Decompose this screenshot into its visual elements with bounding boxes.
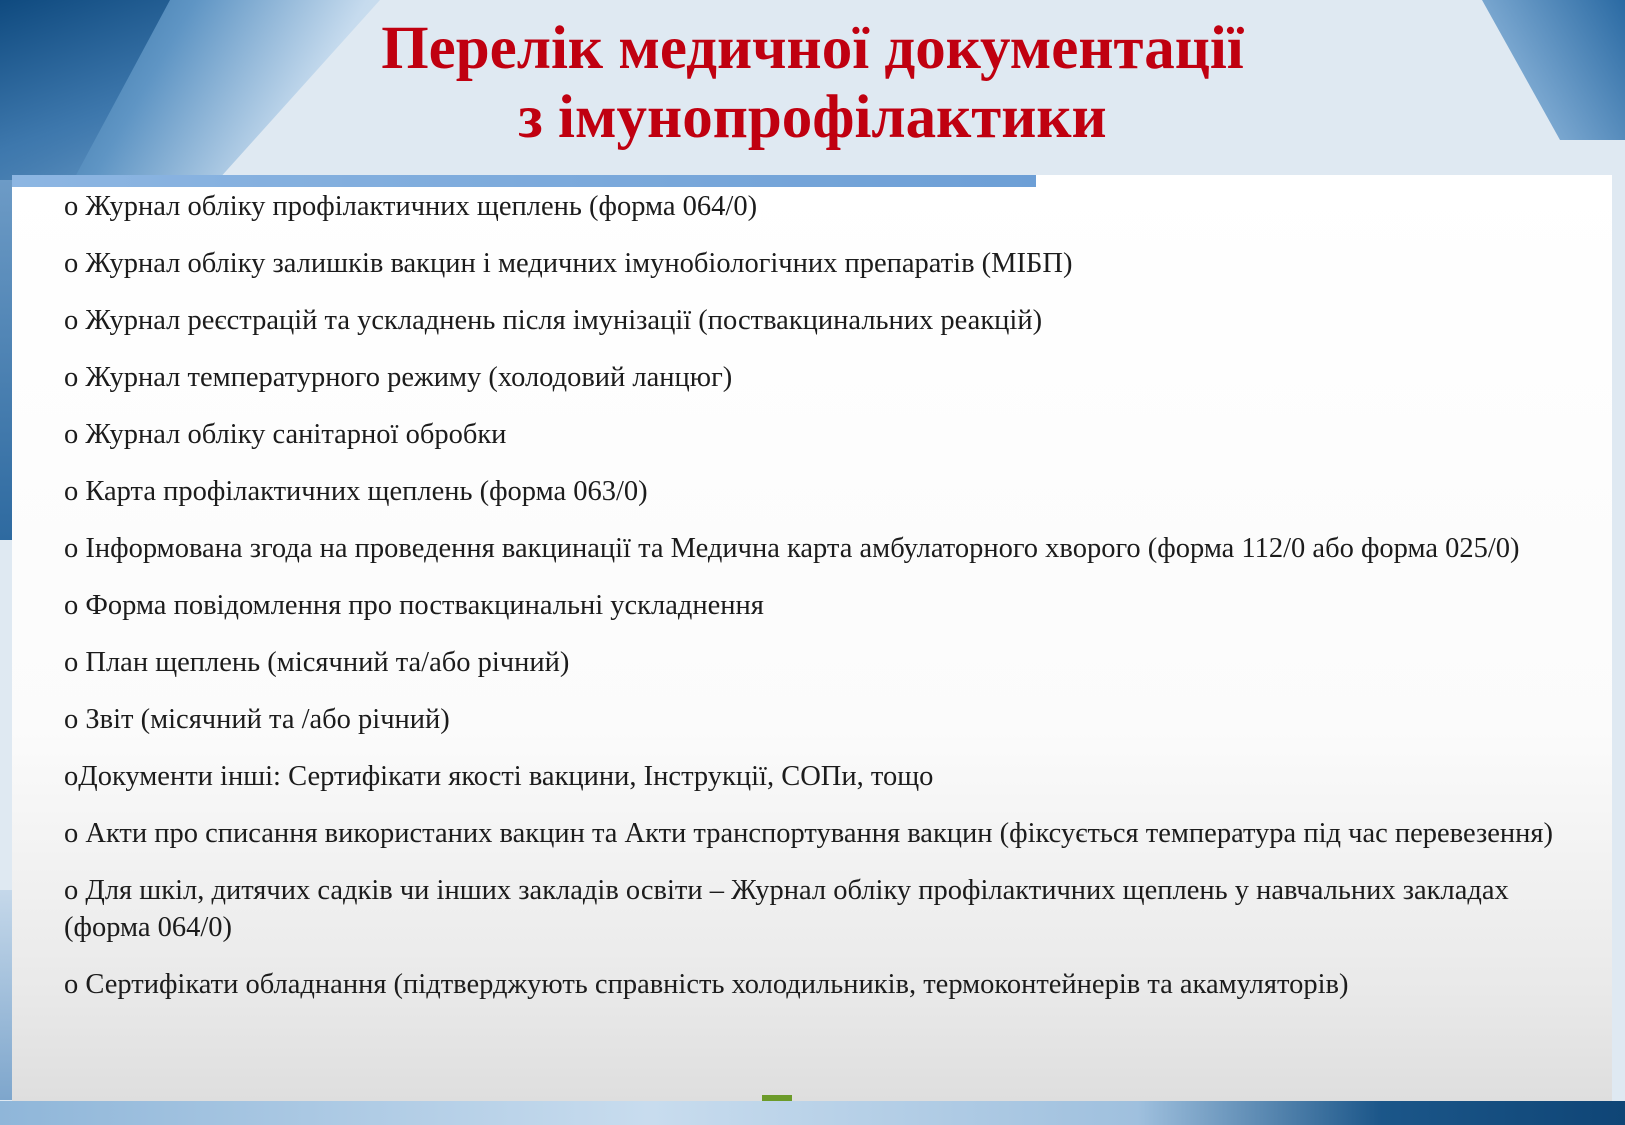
list-item: оДокументи інші: Сертифікати якості вакцини, Інструкції, СОПи, тощо (64, 761, 934, 792)
list-item: о Журнал обліку залишків вакцин і медичних імунобіологічних препаратів (МІБП) (64, 248, 1073, 279)
slide-title-line-2: з імунопрофілактики (518, 84, 1107, 151)
list-item: о План щеплень (місячний та/або річний) (64, 647, 570, 678)
background-edge-left-lower (0, 890, 12, 1100)
list-item: о Акти про списання використаних вакцин та Акти транспортування вакцин (фіксується температура під час перевезення) (64, 818, 1553, 849)
list-item: о Сертифікати обладнання (підтверджують справність холодильників, термоконтейнерів та акамуляторів) (64, 969, 1349, 1000)
slide-title-line-1: Перелік медичної документації (381, 15, 1244, 82)
background-edge-left (0, 180, 12, 540)
list-item: о Журнал обліку санітарної обробки (64, 419, 507, 450)
list-item: о Інформована згода на проведення вакцинації та Медична карта амбулаторного хворого (форма 112/0 або форма 025/0) (64, 533, 1520, 564)
document-list (64, 188, 1584, 1023)
list-item: о Форма повідомлення про поствакцинальні ускладнення (64, 590, 764, 621)
list-item: о Журнал реєстрацій та ускладнень після імунізації (поствакцинальних реакцій) (64, 305, 1043, 336)
list-item: о Для шкіл, дитячих садків чи інших закладів освіти – Журнал обліку профілактичних щеплень у навчальних закладах (форма 064/0) (64, 875, 1509, 943)
list-item: о Звіт (місячний та /або річний) (64, 704, 450, 735)
list-item: о Карта профілактичних щеплень (форма 063/0) (64, 476, 648, 507)
slide-title (0, 14, 1625, 152)
list-item: о Журнал температурного режиму (холодовий ланцюг) (64, 362, 733, 393)
list-item: о Журнал обліку профілактичних щеплень (форма 064/0) (64, 191, 758, 222)
content-panel-top-bar (12, 175, 1036, 187)
background-bottom-band (0, 1101, 1625, 1125)
